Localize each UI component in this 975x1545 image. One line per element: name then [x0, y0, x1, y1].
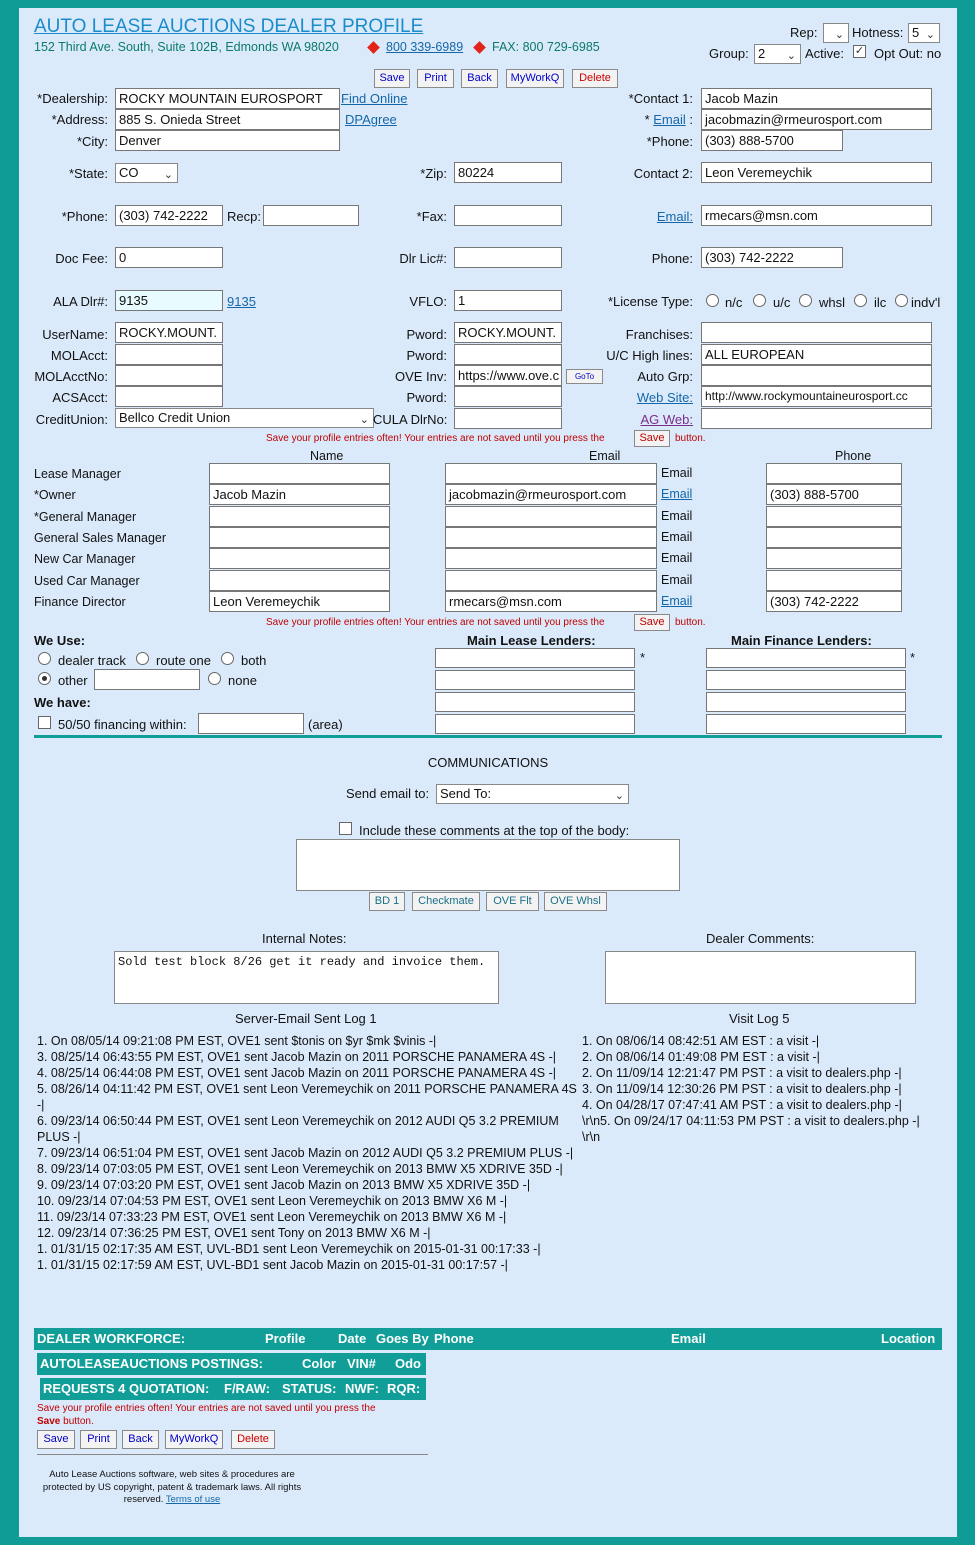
uchigh-field[interactable]: ALL EUROPEAN	[701, 344, 932, 365]
manager-email-label: Email	[661, 572, 693, 587]
internal-notes-label: Internal Notes:	[262, 931, 347, 946]
molacctno-field[interactable]	[115, 365, 223, 386]
manager-email-field[interactable]	[445, 506, 657, 527]
manager-email-field[interactable]	[445, 527, 657, 548]
comments-textarea[interactable]	[296, 839, 680, 891]
footer-warning: Save your profile entries often! Your entries are not saved until you press the	[37, 1403, 376, 1414]
footer-back-button[interactable]: Back	[122, 1430, 159, 1449]
finance-lender-field[interactable]	[706, 648, 906, 668]
city-label: *City:	[76, 134, 108, 149]
group-label: Group:	[709, 46, 749, 61]
save-warning: Save your profile entries often! Your entries are not saved until you press the	[266, 617, 605, 628]
recp-label: Recp:	[227, 209, 261, 224]
manager-role-label: Finance Director	[34, 594, 126, 609]
manager-phone-field[interactable]: (303) 888-5700	[766, 484, 902, 505]
area-label: (area)	[308, 717, 343, 732]
creditunion-label: CreditUnion:	[35, 412, 108, 427]
uchigh-label: U/C High lines:	[606, 348, 693, 363]
email-log-entry: 1. 01/31/15 02:17:35 AM EST, UVL-BD1 sent Leon Veremeychik on 2015-01-31 00:17:33 -|	[37, 1242, 541, 1256]
bd1-button[interactable]: BD 1	[369, 892, 405, 911]
company-address: 152 Third Ave. South, Suite 102B, Edmonds WA 98020	[34, 40, 339, 54]
manager-phone-field[interactable]	[766, 570, 902, 591]
email1-label-wrap: * Email :	[644, 112, 693, 127]
communications-title: COMMUNICATIONS	[427, 755, 549, 770]
rep-select[interactable]	[823, 23, 849, 43]
visit-log-entry: 3. On 11/09/14 12:30:26 PM PST : a visit to dealers.php -|	[582, 1082, 902, 1096]
manager-name-field[interactable]: Jacob Mazin	[209, 484, 390, 505]
dlrlic-field[interactable]	[454, 247, 562, 268]
company-fax: FAX: 800 729-6985	[492, 40, 600, 54]
dealer-comments-label: Dealer Comments:	[706, 931, 815, 946]
aladlr-field[interactable]: 9135	[115, 290, 223, 311]
footer-print-button[interactable]: Print	[80, 1430, 117, 1449]
username-field[interactable]: ROCKY.MOUNT.	[115, 322, 223, 343]
hotness-select[interactable]: 5 ⌄	[908, 23, 940, 43]
optout-label: Opt Out: no	[874, 46, 942, 61]
recp-field[interactable]	[263, 205, 359, 226]
requests-status: STATUS:	[282, 1381, 337, 1396]
finance-lender-field[interactable]	[706, 670, 906, 690]
warning-save-button[interactable]: Save	[634, 430, 670, 447]
warning-save-button[interactable]: Save	[634, 614, 670, 631]
manager-email-link[interactable]: Email	[661, 593, 693, 608]
contact1-field[interactable]: Jacob Mazin	[701, 88, 932, 109]
postings-bar	[37, 1353, 426, 1375]
include-comments-checkbox[interactable]	[339, 822, 352, 835]
ovefit-button[interactable]: OVE Flt	[486, 892, 539, 911]
visit-log-entry: 4. On 04/28/17 07:47:41 AM PST : a visit to dealers.php -|	[582, 1098, 902, 1112]
company-phone-link[interactable]: 800 339-6989	[386, 40, 464, 54]
email-log-entry: 12. 09/23/14 07:36:25 PM EST, OVE1 sent Tony on 2013 BMW X6 M -|	[37, 1226, 431, 1240]
both-label: both	[241, 653, 267, 668]
fifty-label: 50/50 financing within:	[58, 717, 187, 732]
footer-divider	[37, 1454, 428, 1455]
website-label-wrap	[579, 390, 693, 405]
license-ilc-label: ilc	[874, 295, 887, 310]
manager-phone-field[interactable]	[766, 527, 902, 548]
none-label: none	[228, 673, 257, 688]
email-log-entry: 6. 09/23/14 06:50:44 PM EST, OVE1 sent Leon Veremeychik on 2012 AUDI Q5 3.2 PREMIUM PLUS -|	[37, 1114, 559, 1144]
email-log-title: Server-Email Sent Log 1	[235, 1011, 377, 1026]
manager-email-field[interactable]: rmecars@msn.com	[445, 591, 657, 612]
requests-label: REQUESTS 4 QUOTATION:	[43, 1381, 210, 1396]
docfee-label: Doc Fee:	[55, 251, 108, 266]
manager-role-label: *General Manager	[34, 509, 137, 524]
routeone-label: route one	[156, 653, 211, 668]
back-button[interactable]: Back	[461, 69, 498, 88]
license-indvl-radio[interactable]	[895, 294, 908, 307]
finance-lender-field[interactable]	[706, 692, 906, 712]
phone-field[interactable]: (303) 742-2222	[115, 205, 223, 226]
visit-log-entry: 2. On 11/09/14 12:21:47 PM PST : a visit to dealers.php -|	[582, 1066, 902, 1080]
include-comments-label: Include these comments at the top of the body:	[359, 823, 630, 838]
zip-field[interactable]: 80224	[454, 162, 562, 183]
license-label: *License Type:	[607, 294, 693, 309]
state-label: *State:	[68, 166, 108, 181]
group-select[interactable]: 2 ⌄	[754, 44, 801, 64]
pword3-label: Pword:	[406, 390, 447, 405]
vflo-label: VFLO:	[409, 294, 447, 309]
workforce-label: DEALER WORKFORCE:	[37, 1331, 186, 1346]
chevron-down-icon: ⌄	[614, 790, 624, 802]
routeone-radio[interactable]	[136, 652, 149, 665]
wehave-label: We have:	[34, 695, 91, 710]
print-button[interactable]: Print	[417, 69, 454, 88]
license-whsl-radio[interactable]	[799, 294, 812, 307]
manager-name-field[interactable]	[209, 463, 390, 484]
copyright-line-3: reserved.	[123, 1494, 164, 1505]
workforce-goesby: Goes By	[376, 1331, 429, 1346]
contact2-field[interactable]: Leon Veremeychik	[701, 162, 932, 183]
website-link[interactable]: Web Site:	[636, 390, 693, 405]
phone1-label: *Phone:	[646, 134, 693, 149]
checkmate-button[interactable]: Checkmate	[412, 892, 480, 911]
postings-label: AUTOLEASEAUCTIONS POSTINGS:	[40, 1356, 263, 1371]
goto-button[interactable]: GoTo	[566, 369, 603, 384]
lease-lenders-header: Main Lease Lenders:	[467, 633, 596, 648]
manager-email-label: Email	[661, 551, 693, 566]
email1-prefix: *	[644, 112, 654, 127]
manager-name-field[interactable]	[209, 548, 390, 569]
requests-fraw: F/RAW:	[224, 1381, 270, 1396]
finance-lender-field[interactable]	[706, 714, 906, 734]
footer-delete-button[interactable]: Delete	[231, 1430, 275, 1449]
pword-label: Pword:	[406, 327, 447, 342]
dealership-label: *Dealership:	[37, 91, 108, 106]
autogrp-field[interactable]	[701, 365, 932, 386]
manager-phone-field[interactable]	[766, 548, 902, 569]
email1-field[interactable]: jacobmazin@rmeurosport.com	[701, 109, 932, 130]
save-warning: Save your profile entries often! Your entries are not saved until you press the	[266, 433, 605, 444]
email-log-entry: 9. 09/23/14 07:03:20 PM EST, OVE1 sent Jacob Mazin on 2013 BMW X5 XDRIVE 35D -|	[37, 1178, 531, 1192]
email-log-entry: 4. 08/25/14 06:44:08 PM EST, OVE1 sent Jacob Mazin on 2011 PORSCHE PANAMERA 4S -|	[37, 1066, 557, 1080]
pword2-label: Pword:	[406, 348, 447, 363]
internal-notes-textarea[interactable]: Sold test block 8/26 get it ready and invoice them.	[114, 951, 499, 1004]
footer-save-button[interactable]: Save	[37, 1430, 75, 1449]
pword2-field[interactable]	[454, 344, 562, 365]
visit-log-entry: 1. On 08/06/14 08:42:51 AM EST : a visit -|	[582, 1034, 820, 1048]
manager-email-field[interactable]	[445, 463, 657, 484]
manager-email-field[interactable]	[445, 548, 657, 569]
fax-field[interactable]	[454, 205, 562, 226]
col-phone-header: Phone	[835, 449, 872, 463]
lease-lender-field[interactable]	[435, 648, 635, 668]
delete-button[interactable]: Delete	[572, 69, 618, 88]
email2-link[interactable]: Email:	[656, 209, 693, 224]
manager-email-label: Email	[661, 508, 693, 523]
lease-required-star: *	[640, 650, 646, 665]
address-field[interactable]: 885 S. Onieda Street	[115, 109, 340, 130]
email-log-entry: 10. 09/23/14 07:04:53 PM EST, OVE1 sent Leon Veremeychik on 2013 BMW X6 M -|	[37, 1194, 508, 1208]
license-nc-radio[interactable]	[706, 294, 719, 307]
weuse-label: We Use:	[34, 633, 86, 648]
fax-label: *Fax:	[416, 209, 447, 224]
copyright-text	[37, 1469, 307, 1507]
sendto-label: Send email to:	[346, 786, 430, 801]
franchises-field[interactable]	[701, 322, 932, 343]
section-divider	[34, 735, 942, 738]
active-checkbox[interactable]: ✓	[854, 45, 865, 57]
aladlr-label: ALA Dlr#:	[53, 294, 108, 309]
dealertrack-label: dealer track	[58, 653, 126, 668]
zip-label: *Zip:	[420, 166, 447, 181]
manager-phone-field[interactable]: (303) 742-2222	[766, 591, 902, 612]
email2-label-wrap	[599, 209, 693, 224]
contact2-label: Contact 2:	[633, 166, 693, 181]
pword-field[interactable]: ROCKY.MOUNT.	[454, 322, 562, 343]
ovewhsl-button[interactable]: OVE Whsl	[544, 892, 607, 911]
chevron-down-icon: ⌄	[925, 29, 935, 41]
visit-log-entry: 2. On 08/06/14 01:49:08 PM EST : a visit -|	[582, 1050, 820, 1064]
terms-link[interactable]: Terms of use	[165, 1494, 221, 1505]
contact1-label: *Contact 1:	[628, 91, 693, 106]
manager-role-label: *Owner	[34, 488, 76, 503]
page-title: AUTO LEASE AUCTIONS DEALER PROFILE	[34, 16, 424, 37]
manager-email-field[interactable]: jacobmazin@rmeurosport.com	[445, 484, 657, 505]
email-log-entry: 5. 08/26/14 04:11:42 PM EST, OVE1 sent Leon Veremeychik on 2011 PORSCHE PANAMERA 4S -|	[37, 1082, 577, 1112]
workforce-date: Date	[338, 1331, 367, 1346]
dealertrack-radio[interactable]	[38, 652, 51, 665]
lease-lender-field[interactable]	[435, 692, 635, 712]
hotness-label: Hotness:	[852, 25, 904, 40]
requests-rqr: RQR:	[387, 1381, 421, 1396]
manager-email-link[interactable]: Email	[661, 487, 693, 502]
phone2-field[interactable]: (303) 742-2222	[701, 247, 843, 268]
dpagree-link[interactable]: DPAgree	[345, 112, 397, 127]
manager-name-field[interactable]	[209, 570, 390, 591]
franchises-label: Franchises:	[625, 327, 693, 342]
creditunion-select[interactable]: Bellco Credit Union ⌄	[115, 408, 374, 428]
state-select[interactable]: CO ⌄	[115, 163, 178, 183]
manager-phone-field[interactable]	[766, 463, 902, 484]
chevron-down-icon: ⌄	[163, 169, 173, 181]
phone-label: *Phone:	[61, 209, 108, 224]
license-uc-label: u/c	[773, 295, 791, 310]
fifty-checkbox[interactable]	[38, 716, 51, 729]
agweb-link[interactable]: AG Web:	[640, 412, 693, 427]
copyright-line-1: Auto Lease Auctions software, web sites & procedures are	[49, 1469, 295, 1480]
postings-color: Color	[302, 1356, 336, 1371]
fifty-area-field[interactable]	[198, 713, 304, 734]
workforce-bar	[34, 1328, 942, 1350]
visit-log-entry: \r\n5. On 09/24/17 04:11:53 PM PST : a visit to dealers.php -|	[582, 1114, 920, 1128]
other-radio[interactable]	[38, 672, 51, 685]
city-field[interactable]: Denver	[115, 130, 340, 151]
username-label: UserName:	[42, 327, 108, 342]
license-ilc-radio[interactable]	[854, 294, 867, 307]
manager-email-label: Email	[661, 529, 693, 544]
molacct-field[interactable]	[115, 344, 223, 365]
footer-warning-after: button.	[63, 1416, 94, 1427]
copyright-line-2: protected by US copyright, patent & trademark laws. All rights	[42, 1481, 302, 1493]
manager-role-label: Used Car Manager	[34, 573, 140, 588]
manager-role-label: General Sales Manager	[34, 530, 167, 545]
phone2-label: Phone:	[651, 251, 693, 266]
agweb-field[interactable]	[701, 408, 932, 429]
active-label: Active:	[805, 46, 845, 61]
autogrp-label: Auto Grp:	[637, 369, 693, 384]
email1-link[interactable]: Email	[653, 112, 686, 127]
footer-save-word: Save	[37, 1416, 61, 1427]
dlrlic-label: Dlr Lic#:	[399, 251, 447, 266]
docfee-field[interactable]: 0	[115, 247, 223, 268]
workforce-phone: Phone	[434, 1331, 474, 1346]
website-field[interactable]: http://www.rockymountaineurosport.cc	[701, 386, 932, 407]
profile-panel	[19, 8, 957, 1537]
manager-name-field[interactable]	[209, 527, 390, 548]
molacct-label: MOLAcct:	[50, 348, 108, 363]
postings-vin: VIN#	[347, 1356, 376, 1371]
manager-role-label: Lease Manager	[34, 467, 121, 481]
requests-bar	[40, 1378, 426, 1400]
finance-required-star: *	[910, 650, 916, 665]
cula-label: CULA DlrNo:	[373, 412, 448, 427]
workforce-location: Location	[881, 1331, 936, 1346]
license-indvl-label: indv'l	[911, 295, 941, 310]
license-nc-label: n/c	[725, 295, 743, 310]
dealer-comments-textarea[interactable]	[605, 951, 916, 1004]
requests-nwf: NWF:	[345, 1381, 379, 1396]
workforce-email: Email	[671, 1331, 706, 1346]
agweb-label-wrap	[579, 412, 693, 427]
address-label: *Address:	[51, 112, 108, 127]
diamond-icon	[473, 41, 486, 54]
postings-odo: Odo	[395, 1356, 421, 1371]
email-log-entry: 8. 09/23/14 07:03:05 PM EST, OVE1 sent Leon Veremeychik on 2013 BMW X5 XDRIVE 35D -|	[37, 1162, 563, 1176]
dealership-field[interactable]: ROCKY MOUNTAIN EUROSPORT	[115, 88, 340, 109]
license-whsl-label: whsl	[819, 295, 846, 310]
email-log-entry: 1. 01/31/15 02:17:59 AM EST, UVL-BD1 sent Jacob Mazin on 2015-01-31 00:17:57 -|	[37, 1258, 508, 1272]
lease-lender-field[interactable]	[435, 670, 635, 690]
manager-email-label: Email	[661, 466, 693, 480]
save-button[interactable]: Save	[374, 69, 410, 88]
chevron-down-icon: ⌄	[786, 50, 796, 62]
phone1-field[interactable]: (303) 888-5700	[701, 130, 843, 151]
manager-phone-field[interactable]	[766, 506, 902, 527]
sendto-select[interactable]: Send To: ⌄	[436, 784, 629, 804]
email-log-entry: 1. On 08/05/14 09:21:08 PM EST, OVE1 sent $tonis on $yr $mk $vinis -|	[37, 1034, 437, 1048]
find-online-link[interactable]: Find Online	[341, 91, 408, 106]
other-label: other	[58, 673, 88, 688]
footer-myworkq-button[interactable]: MyWorkQ	[165, 1430, 223, 1449]
license-uc-radio[interactable]	[753, 294, 766, 307]
molacctno-label: MOLAcctNo:	[34, 369, 108, 384]
rep-label: Rep:	[790, 25, 818, 40]
oveinv-field[interactable]: https://www.ove.c	[454, 365, 562, 386]
vflo-field[interactable]: 1	[454, 290, 562, 311]
acsacct-label: ACSAcct:	[52, 390, 108, 405]
email-log-entry: 11. 09/23/14 07:33:23 PM EST, OVE1 sent Leon Veremeychik on 2013 BMW X6 M -|	[37, 1210, 507, 1224]
cula-field[interactable]	[454, 408, 562, 429]
visit-log-title: Visit Log 5	[729, 1011, 790, 1026]
none-radio[interactable]	[208, 672, 221, 685]
col-name-header: Name	[310, 449, 344, 463]
email2-field[interactable]: rmecars@msn.com	[701, 205, 932, 226]
manager-role-label: New Car Manager	[34, 552, 136, 567]
oveinv-label: OVE Inv:	[394, 369, 447, 384]
col-email-header: Email	[589, 449, 621, 463]
workforce-profile: Profile	[265, 1331, 306, 1346]
diamond-icon	[367, 41, 380, 54]
both-radio[interactable]	[221, 652, 234, 665]
chevron-down-icon: ⌄	[359, 414, 369, 426]
manager-email-field[interactable]	[445, 570, 657, 591]
email-log-entry: 7. 09/23/14 06:51:04 PM EST, OVE1 sent Jacob Mazin on 2012 AUDI Q5 3.2 PREMIUM PLUS -|	[37, 1146, 574, 1160]
save-warning-after: button.	[675, 433, 706, 444]
aladlr-link[interactable]: 9135	[227, 294, 256, 309]
email-log	[37, 1033, 577, 1273]
visit-log-entry: \r\n	[582, 1130, 601, 1144]
visit-log	[582, 1033, 948, 1145]
lease-lender-field[interactable]	[435, 714, 635, 734]
pword3-field[interactable]	[454, 386, 562, 407]
footer-warning-save	[37, 1416, 94, 1427]
other-field[interactable]	[94, 669, 200, 690]
email-log-entry: 3. 08/25/14 06:43:55 PM EST, OVE1 sent Jacob Mazin on 2011 PORSCHE PANAMERA 4S -|	[37, 1050, 557, 1064]
manager-name-field[interactable]	[209, 506, 390, 527]
chevron-down-icon: ⌄	[834, 29, 844, 41]
manager-name-field[interactable]: Leon Veremeychik	[209, 591, 390, 612]
acsacct-field[interactable]	[115, 386, 223, 407]
finance-lenders-header: Main Finance Lenders:	[731, 633, 872, 648]
save-warning-after: button.	[675, 617, 706, 628]
myworkq-button[interactable]: MyWorkQ	[506, 69, 564, 88]
